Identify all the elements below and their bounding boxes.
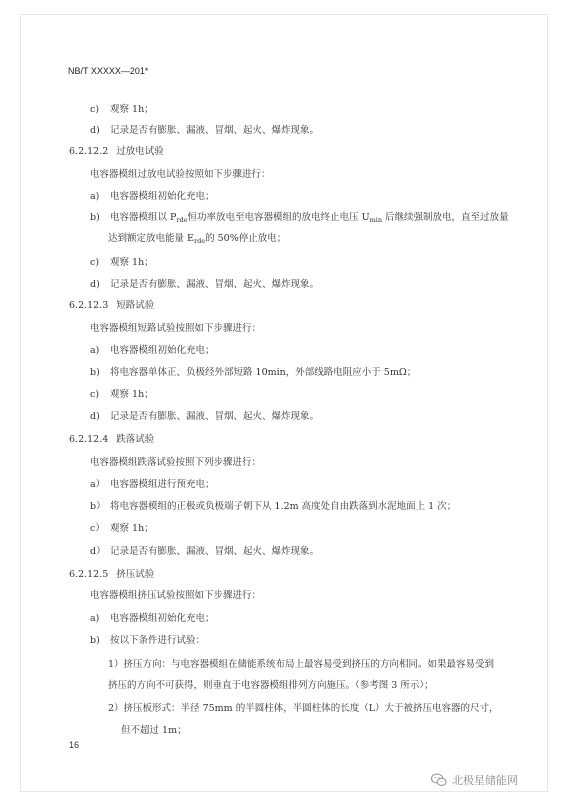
document-code-header: NB/T XXXXX—201* [68,66,149,76]
section-number: 6.2.12.4 [69,434,109,445]
list-marker: d) [90,411,100,422]
page-number: 16 [69,740,80,750]
list-marker: d) [90,279,100,290]
wechat-icon [430,771,448,789]
line-text: 1）挤压方向：与电容器模组在储能系统布局上最容易受到挤压的方向相同。如果最容易受到 [108,659,495,670]
list-marker: a) [90,613,100,624]
line-text: 电容器模组以 P [110,212,177,223]
list-marker: b) [90,635,100,646]
section-heading [69,300,154,312]
line-text: 观察 1h； [110,104,154,115]
line-text: 将电容器模组的正极或负极端子朝下从 1.2m 高度处自由跌落到水泥地面上 1 次； [110,501,457,512]
line-text: 后继续强制放电，直至过放量 [382,212,509,223]
line-text: 但不超过 1m； [121,725,187,736]
list-marker: d) [90,125,100,136]
section-title: 挤压试验 [116,569,155,580]
list-item [90,411,319,423]
watermark-text: 北极星储能网 [452,774,518,787]
line-text: 将电容器单体正、负极经外部短路 10min，外部线路电阻应小于 5mΩ； [110,367,417,378]
section-number: 6.2.12.5 [69,569,109,580]
list-item [90,104,154,116]
paragraph-line [90,457,261,469]
list-marker: a） [90,479,106,490]
line-text: 恒功率放电至电容器模组的放电终止电压 U [187,212,370,223]
list-item [90,191,215,203]
section-title: 短路试验 [116,300,155,311]
paragraph-line [108,680,434,692]
list-item [90,479,215,491]
list-marker: c) [90,104,100,115]
list-item [90,546,319,558]
line-text: 电容器模组跌落试验按照下列步骤进行： [90,457,262,468]
line-text: 电容器模组短路试验按照如下步骤进行： [90,323,262,334]
line-text: 电容器模组进行预充电； [110,479,215,490]
list-marker: a) [90,191,100,202]
paragraph-line [108,703,499,715]
section-heading [69,434,154,446]
subscript-text: min [369,216,383,224]
subscript-text: rde [193,237,206,245]
line-text: 电容器模组初始化充电； [110,191,215,202]
paragraph-line [90,323,261,335]
list-item [90,389,154,401]
list-item [90,613,215,625]
line-text: 记录是否有膨胀、漏液、冒烟、起火、爆炸现象。 [110,546,320,557]
subscript-text: rde [176,216,188,224]
line-text: 2）挤压板形式：半径 75mm 的半圆柱体，半圆柱体的长度（L）大于被挤压电容器的尺寸， [108,703,499,714]
list-marker: b) [90,212,100,223]
list-marker: a) [90,345,100,356]
section-heading [69,146,164,158]
list-item [90,345,215,357]
paragraph-line [108,659,494,671]
watermark [430,771,518,789]
paragraph-line [108,233,286,247]
line-text: 按以下条件进行试验： [110,635,206,646]
line-text: 达到额定放电能量 E [108,233,194,244]
list-marker: c) [90,257,100,268]
line-text: 电容器模组初始化充电； [110,345,215,356]
line-text: 挤压的方向不可获得，则垂直于电容器模组排列方向施压。（参考图 3 所示）； [108,680,434,691]
line-text: 观察 1h； [110,389,154,400]
list-marker: c） [90,523,105,534]
line-text: 观察 1h； [110,523,154,534]
section-title: 跌落试验 [116,434,155,445]
line-text: 观察 1h； [110,257,154,268]
list-marker: d） [90,546,106,557]
list-item [90,501,456,513]
line-text: 电容器模组初始化充电； [110,613,215,624]
line-text: 电容器模组过放电试验按照如下步骤进行： [90,169,271,180]
list-marker: b) [90,367,100,378]
list-item [90,523,154,535]
line-text: 电容器模组挤压试验按照如下步骤进行： [90,590,262,601]
list-item [90,367,416,379]
list-item [90,212,509,226]
section-title: 过放电试验 [116,146,164,157]
line-text: 记录是否有膨胀、漏液、冒烟、起火、爆炸现象。 [110,279,320,290]
section-number: 6.2.12.3 [69,300,109,311]
line-text: 的 50%停止放电； [205,233,287,244]
paragraph-line [90,169,271,181]
line-text: 记录是否有膨胀、漏液、冒烟、起火、爆炸现象。 [110,125,320,136]
section-heading [69,569,154,581]
paragraph-line [90,590,261,602]
line-text: 记录是否有膨胀、漏液、冒烟、起火、爆炸现象。 [110,411,320,422]
paragraph-line [121,725,187,737]
section-number: 6.2.12.2 [69,146,109,157]
list-marker: b） [90,501,106,512]
list-marker: c) [90,389,100,400]
list-item [90,635,205,647]
list-item [90,279,319,291]
list-item [90,257,154,269]
list-item [90,125,319,137]
